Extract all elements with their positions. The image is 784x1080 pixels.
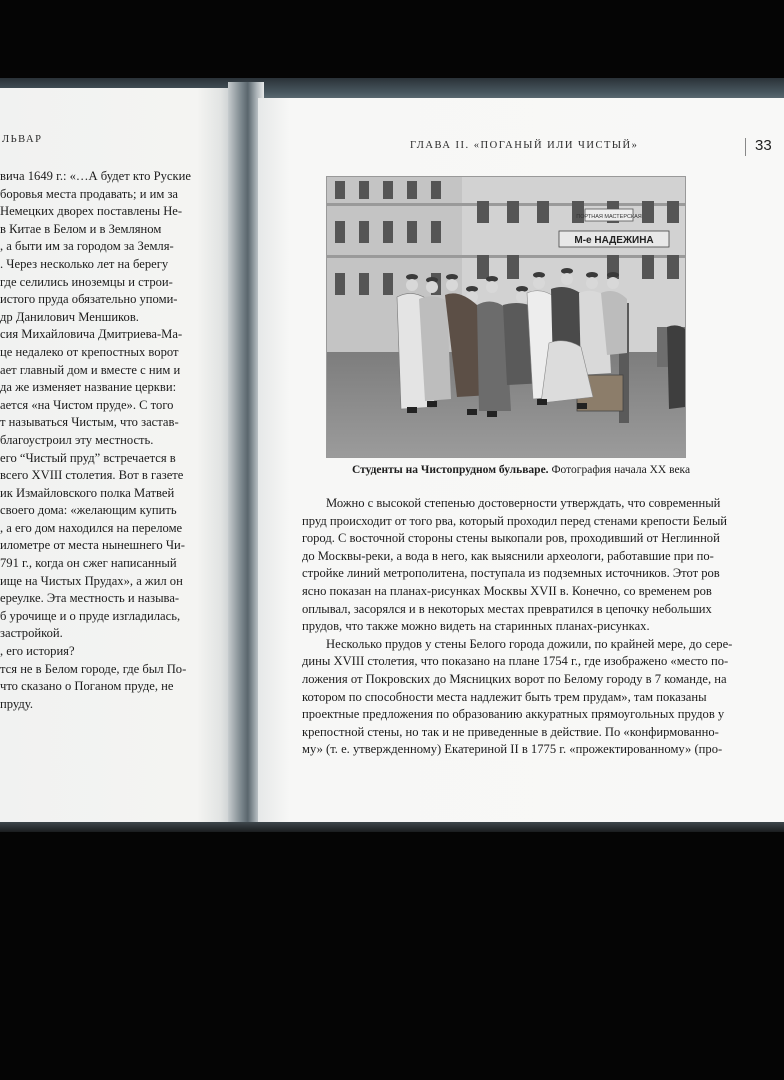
text-line: Несколько прудов у стены Белого города дожили, по крайней мере, до сере- [326, 636, 733, 651]
text-line: в Китае в Белом и в Земляном [0, 221, 162, 236]
photo-caption [258, 464, 784, 476]
text-line: боровья места продавать; и им за [0, 186, 179, 201]
text-line: ается «на Чистом пруде». С того [0, 397, 174, 412]
text-line: оплывал, засорялся и в некоторых местах превратился в цепочку небольших [302, 601, 712, 616]
text-line: крепостной стены, но так и не приведенные в действие. По «конфирмованно- [302, 724, 719, 739]
text-line: вича 1649 г.: «…А будет кто Руские [0, 169, 191, 183]
text-line: пруду. [0, 696, 33, 711]
text-line: что сказано о Поганом пруде, не [0, 679, 174, 694]
text-line: город. С восточной стороны стены выкопали ров, проходивший от Неглинной [302, 531, 720, 546]
text-line: , а быти им за городом за Земля- [0, 239, 174, 254]
text-line: где селились иноземцы и строи- [0, 274, 173, 289]
left-page-text [0, 168, 191, 713]
shop-sign-small-text: ПОРТНАЯ МАСТЕРСКАЯ [576, 214, 642, 220]
text-line: . Через несколько лет на берегу [0, 256, 169, 271]
book-bottom-edge [0, 822, 784, 832]
text-line: б урочище и о пруде изгладилась, [0, 608, 181, 623]
text-line: истого пруда обязательно упоми- [0, 292, 178, 307]
text-line: илометре от места нынешнего Чи- [0, 538, 185, 553]
text-line: Немецких дворех поставлены Не- [0, 204, 183, 219]
page-number: 33 [755, 137, 772, 154]
photo-illustration [327, 177, 685, 457]
text-line: тся не в Белом городе, где был По- [0, 661, 187, 676]
text-line: ложения от Покровских до Мясницких ворот по Белому городу в 7 команде, на [302, 671, 727, 686]
historical-photo [326, 176, 686, 458]
text-line: Можно с высокой степенью достоверности утверждать, что современный [326, 496, 721, 510]
text-line: т называться Чистым, что застав- [0, 415, 179, 430]
right-page [258, 98, 784, 826]
text-line: до Москвы-реки, а вода в него, как выяснили археологи, работавшие при по- [302, 548, 714, 563]
text-line: дины XVIII столетия, что показано на плане 1754 г., где изображено «место по- [302, 654, 729, 669]
text-line: це недалеко от крепостных ворот [0, 344, 179, 359]
caption-title: Студенты на Чистопрудном бульваре. [351, 464, 549, 476]
text-line: застройкой. [0, 626, 63, 641]
text-line: да же изменяет название церкви: [0, 380, 177, 395]
left-running-head: ЛЬВАР [2, 134, 43, 145]
text-line: ереулке. Эта местность и называ- [0, 591, 180, 606]
text-line: его “Чистый пруд” встречается в [0, 450, 176, 465]
text-line: прудов, что также можно видеть на старинных планах-рисунках. [302, 619, 650, 634]
text-line: сия Михайловича Дмитриева-Ма- [0, 327, 183, 342]
text-line: своего дома: «желающим купить [0, 503, 177, 518]
text-line: ает главный дом и вместе с ним и [0, 362, 181, 377]
text-line: благоустроил эту местность. [0, 432, 154, 447]
text-line: всего XVIII столетия. Вот в газете [0, 468, 184, 483]
text-line: котором по способности места надлежит быть трем прудам», там показаны [302, 689, 707, 704]
text-line: ик Измайловского полка Матвей [0, 485, 175, 500]
text-line: , а его дом находился на переломе [0, 520, 183, 535]
text-line: му» (т. е. утвержденному) Екатериной II в 1775 г. «прожектированному» (про- [302, 742, 723, 757]
text-line: ище на Чистых Прудах», а жил он [0, 573, 183, 588]
left-page [0, 88, 232, 828]
bystander [667, 325, 685, 409]
text-line: пруд происходит от того рва, который проходил перед стенами крепости Белый [302, 513, 728, 528]
text-line: ясно показан на планах-рисунках Москвы XVII в. Конечно, со временем ров [302, 583, 712, 598]
right-running-head: ГЛАВА II. «ПОГАНЫЙ ИЛИ ЧИСТЫЙ» [410, 140, 639, 151]
page-number-rule [745, 138, 746, 156]
shop-sign-large-text: М-е НАДЕЖИНА [574, 235, 654, 246]
text-line: др Данилович Меншиков. [0, 309, 139, 324]
text-line: 791 г., когда он сжег написанный [0, 556, 177, 571]
text-line: , его история? [0, 644, 75, 659]
text-line: стройке линий метрополитена, поступала из подземных источников. Этот ров [302, 566, 720, 581]
caption-date: Фотография начала XX века [548, 464, 691, 476]
text-line: проектные предложения по образованию аккуратных прямоугольных прудов у [302, 707, 725, 722]
right-page-text [302, 495, 732, 759]
